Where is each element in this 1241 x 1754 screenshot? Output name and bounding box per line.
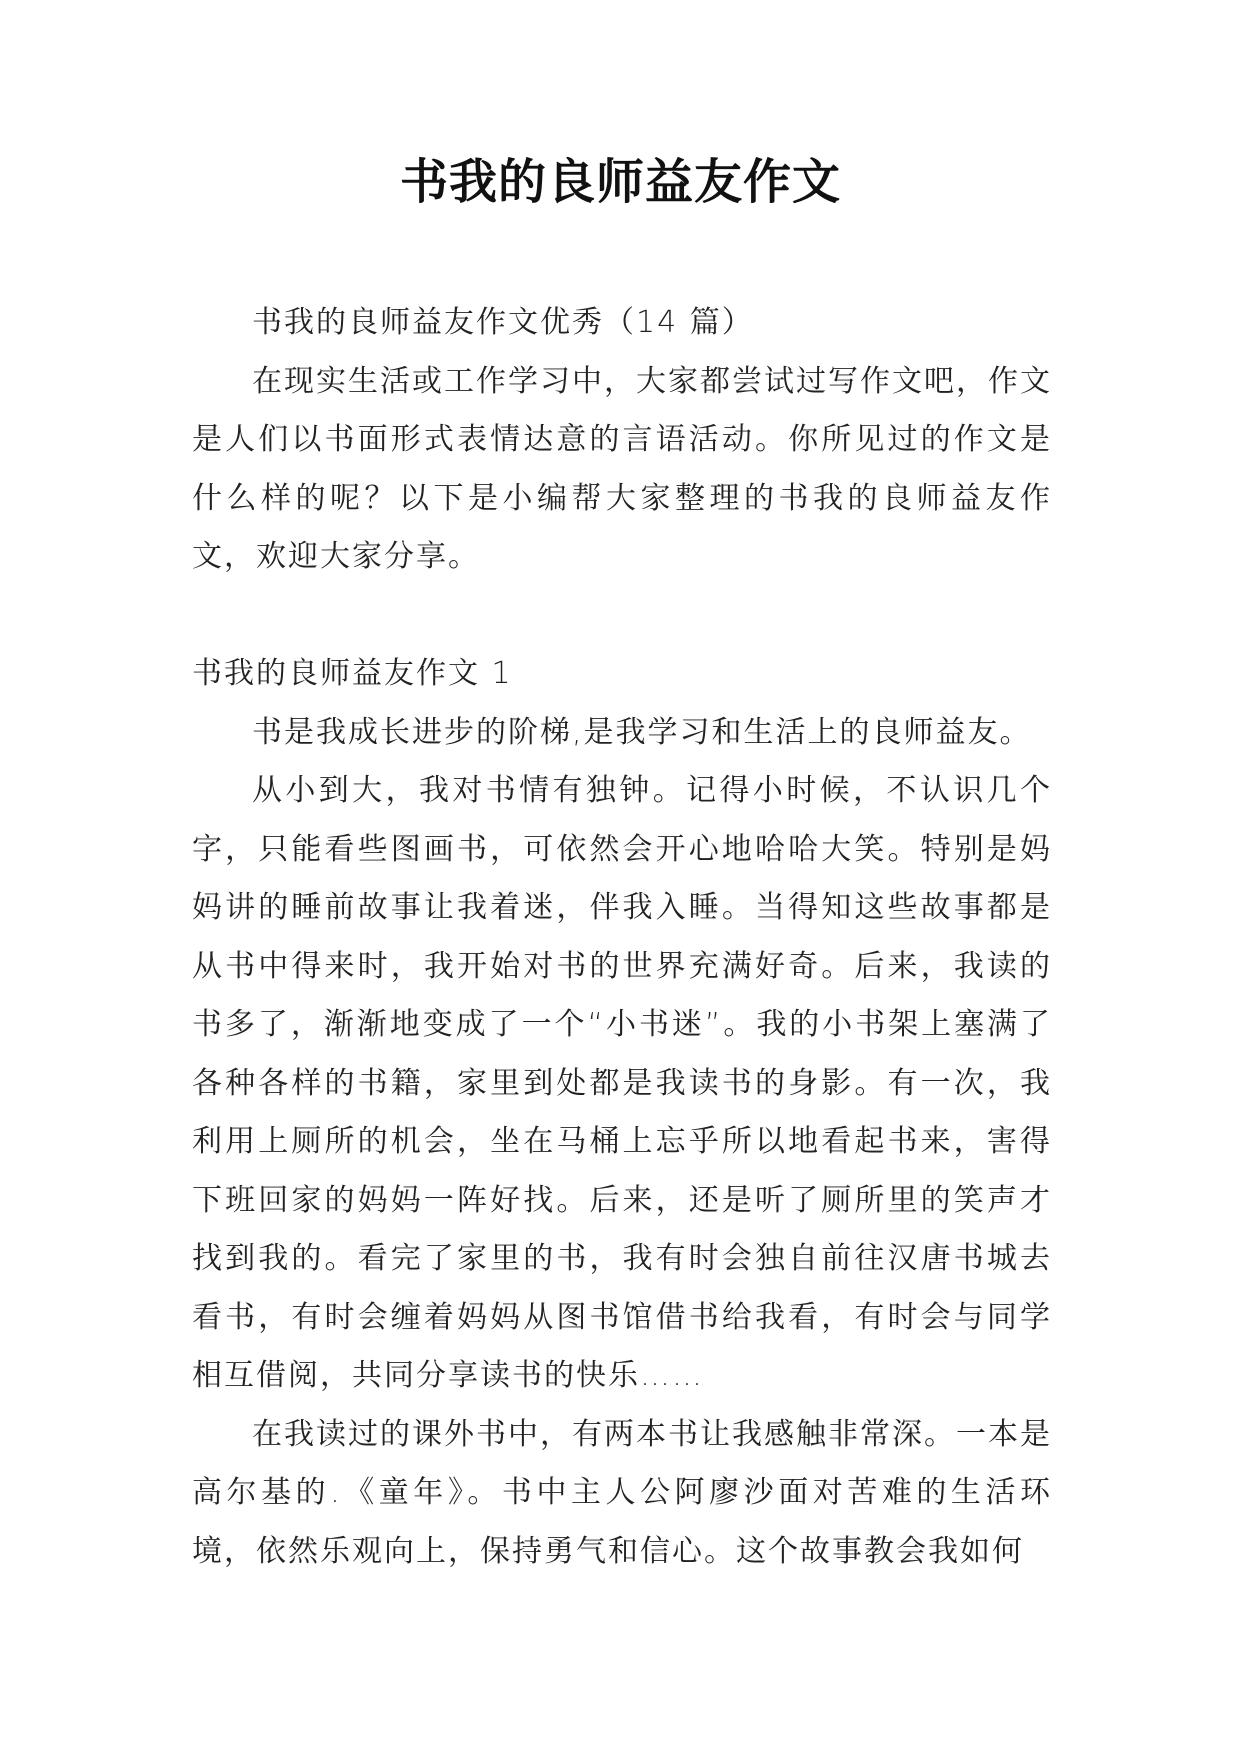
document-subtitle: 书我的良师益友作文优秀（14 篇）: [252, 305, 754, 340]
intro-paragraph: 在现实生活或工作学习中，大家都尝试过写作文吧，作文是人们以书面形式表情达意的言语活动。你所见过的作文是什么样的呢？以下是小编帮大家整理的书我的良师益友作文，欢迎大家分享。: [192, 363, 1052, 574]
document-body: [192, 294, 1052, 1581]
document-title: 书我的良师益友作文: [399, 154, 841, 210]
paragraph-spacer: [192, 587, 1052, 646]
section-heading: 书我的良师益友作文 1: [192, 656, 513, 691]
body-paragraph: 书是我成长进步的阶梯,是我学习和生活上的良师益友。: [252, 714, 1032, 750]
body-paragraph: 在我读过的课外书中，有两本书让我感触非常深。一本是高尔基的.《童年》。书中主人公阿廖沙面对苦难的生活环境，依然乐观向上，保持勇气和信心。这个故事教会我如何: [192, 1416, 1052, 1569]
body-paragraph: 从小到大，我对书情有独钟。记得小时候，不认识几个字，只能看些图画书，可依然会开心地哈哈大笑。特别是妈妈讲的睡前故事让我着迷，伴我入睡。当得知这些故事都是从书中得来时，我开始对书的世界充满好奇。后来，我读的书多了，渐渐地变成了一个“小书迷”。我的小书架上塞满了各种各样的书籍，家里到处都是我读书的身影。有一次，我利用上厕所的机会，坐在马桶上忘乎所以地看起书来，害得下班回家的妈妈一阵好找。后来，还是听了厕所里的笑声才找到我的。看完了家里的书，我有时会独自前往汉唐书城去看书，有时会缠着妈妈从图书馆借书给我看，有时会与同学相互借阅，共同分享读书的快乐……: [192, 773, 1052, 1393]
